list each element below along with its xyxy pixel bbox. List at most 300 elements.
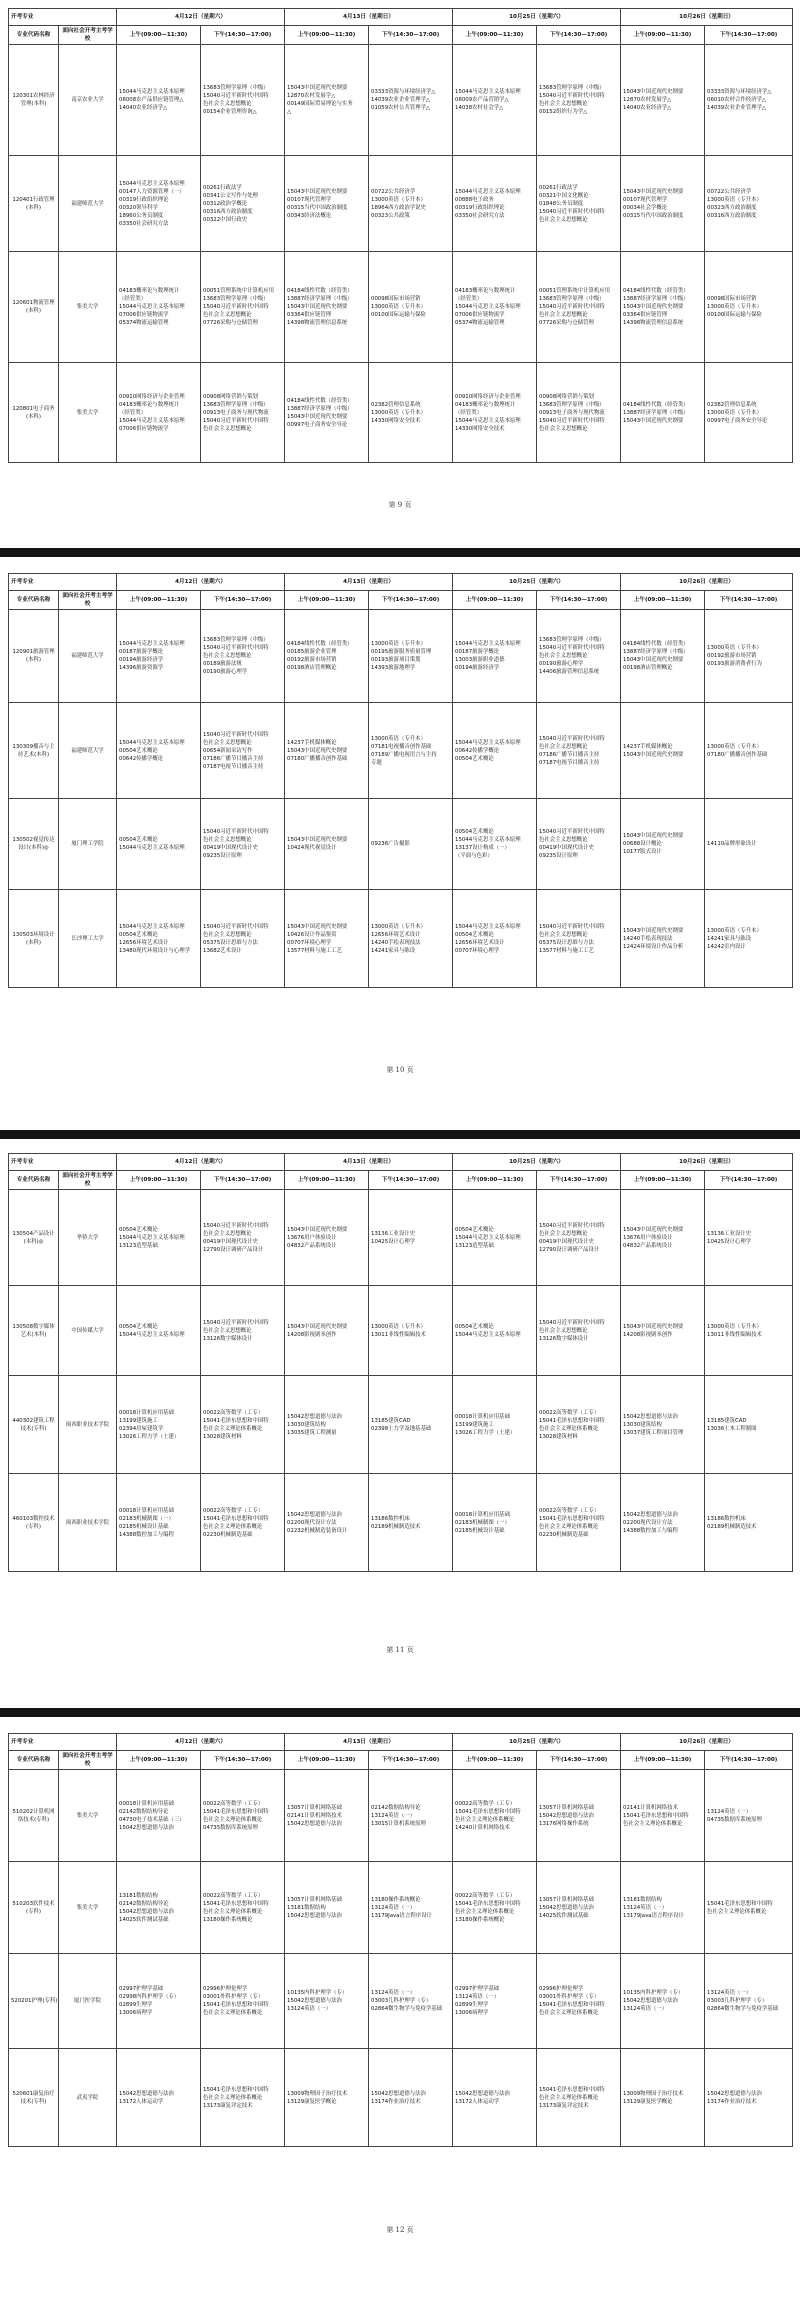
text-line: 13000英语（专升本）	[707, 304, 762, 310]
text-line: 04735数据库系统原理	[707, 1816, 762, 1823]
host-school	[59, 363, 117, 463]
text-line: 13000英语（专升本）	[371, 641, 426, 647]
major-row	[9, 252, 793, 363]
text-line: 13057计算机网络基础	[539, 1896, 594, 1903]
text-line: 00323公共政策	[371, 212, 410, 219]
text-line: 07180广播播音创作基础	[287, 755, 348, 762]
exam-courses-cell	[369, 799, 453, 890]
text-line: (本科)	[26, 308, 41, 314]
header-am-session: 上午(09:00—11:30)	[453, 591, 537, 610]
header-date: 4月13日（星期日）	[285, 1154, 453, 1171]
exam-courses-cell	[621, 45, 705, 156]
text-line: 00187旅游学概论	[119, 649, 164, 655]
text-line: 10135内科护理学（专）	[287, 1990, 348, 1996]
exam-courses-cell	[453, 45, 537, 156]
text-line: 00913电子商务与现代物流	[539, 409, 605, 416]
text-line: 00910网络经济与企业管理	[455, 393, 521, 400]
text-line: 02899生理学	[119, 2002, 153, 2008]
text-line: 14330网络安全技术	[455, 425, 505, 432]
header-date: 4月12日（星期六）	[117, 574, 285, 591]
exam-courses-cell	[705, 890, 793, 988]
text-line: 15044马克思主义基本原理	[119, 89, 185, 95]
text-line: 520601康复治疗	[12, 2090, 55, 2097]
exam-courses-cell	[201, 1954, 285, 2049]
header-date: 4月12日（星期六）	[117, 1154, 285, 1171]
text-line: 00315当代中国政治制度	[287, 204, 348, 211]
major-code-name	[9, 890, 59, 988]
text-line: 13887经济学原理（中级）	[623, 409, 689, 416]
text-line: 14039农业企业管理学△	[707, 105, 767, 111]
exam-courses-cell	[705, 45, 793, 156]
text-line: 13028建筑材料	[539, 1433, 578, 1440]
text-line: 14393旅游地理学	[371, 665, 416, 671]
text-line: 15042思想道德与法治	[539, 1904, 594, 1911]
header-date: 4月12日（星期六）	[117, 9, 285, 26]
text-line: 01059农村公共管理学△	[371, 105, 431, 111]
major-row	[9, 1954, 793, 2049]
text-line: 15043中国近现代史纲要	[287, 304, 348, 310]
text-line: 色社会主义思想概论	[203, 739, 252, 746]
exam-courses-cell	[537, 890, 621, 988]
text-line: 02141计算机网络技术	[623, 1804, 678, 1811]
text-line: 00642传播学概论	[455, 747, 500, 754]
host-school	[59, 1770, 117, 1862]
text-line: 13000英语（专升本）	[371, 735, 426, 742]
text-line: 15044马克思主义基本原理	[119, 180, 185, 187]
text-line: 14208影视剧本创作	[623, 1331, 673, 1338]
text-line: 07187电视节目播音主持	[539, 759, 600, 766]
text-line: 02864微生物学与免疫学基础	[707, 2006, 779, 2012]
exam-courses-cell	[621, 1954, 705, 2049]
exam-courses-cell	[285, 2049, 369, 2147]
text-line: 04184线性代数（经管类）	[287, 397, 353, 404]
header-date: 10月26日（星期日）	[621, 1734, 793, 1751]
host-school	[59, 890, 117, 988]
exam-courses-cell	[537, 703, 621, 799]
exam-courses-cell	[201, 156, 285, 252]
exam-courses-cell	[705, 1862, 793, 1954]
text-line: 15044马克思主义基本原理	[119, 304, 185, 310]
text-line: 02398土力学及地基基础	[371, 1425, 432, 1432]
header-date: 4月13日（星期日）	[285, 1734, 453, 1751]
header-pm-session: 下午(14:30—17:00)	[705, 1751, 793, 1770]
text-line: 12790设计调研产品设计	[539, 1246, 600, 1253]
text-line: 13124英语（一）	[455, 1994, 500, 2000]
host-school	[59, 799, 117, 890]
exam-courses-cell	[369, 363, 453, 463]
host-school	[59, 610, 117, 703]
text-line: 15043中国近现代史纲要	[287, 837, 348, 843]
text-line: 15044马克思主义基本原理	[119, 1234, 185, 1241]
text-line: 02997护理学基础	[119, 1986, 164, 1992]
text-line: 色社会主义思想概论	[203, 1327, 252, 1334]
text-line: 10425设计心理学	[371, 1238, 416, 1245]
text-line: 15041毛泽东思想和中国特	[203, 1515, 269, 1522]
exam-courses-cell	[201, 1376, 285, 1474]
text-line: 00018计算机应用基础	[119, 1800, 174, 1807]
text-line: 04832产品系统设计	[623, 1242, 673, 1249]
text-line: 12790设计调研产品设计	[203, 1246, 264, 1253]
text-line: 03364供应链管理	[623, 312, 668, 318]
text-line: 14208影视剧本创作	[287, 1331, 337, 1338]
text-line: 12424环境设计作品分析	[623, 943, 684, 950]
major-code-name	[9, 1286, 59, 1376]
text-line: 15040习近平新时代中国特	[539, 1222, 605, 1229]
text-line: 13172人体运动学	[119, 2098, 164, 2105]
page-separator	[0, 1708, 800, 1717]
text-line: 13006病理学	[455, 2010, 489, 2016]
text-line: 02232机械制造装备设计	[287, 1527, 348, 1534]
text-line: 色社会主义理论体系概论	[455, 1816, 515, 1823]
text-line: 15040习近平新时代中国特	[539, 735, 605, 742]
exam-courses-cell	[201, 1862, 285, 1954]
exam-courses-cell	[621, 1376, 705, 1474]
text-line: 14406旅游管理信息系统	[539, 669, 600, 675]
text-line: 武夷学院	[76, 2094, 99, 2101]
text-line: 13000英语（专升本）	[371, 304, 426, 310]
exam-courses-cell	[453, 252, 537, 363]
text-line: 00192旅游市场营销	[707, 653, 757, 659]
header-row-dates	[9, 1154, 793, 1171]
text-line: 13000英语（专升本）	[371, 196, 426, 203]
text-line: 15042思想道德与法治	[707, 2090, 762, 2097]
text-line: 120401行政管理	[12, 196, 55, 203]
text-line: 13683管理学原理（中级）	[539, 401, 605, 408]
text-line: 15043中国近现代史纲要	[287, 923, 348, 930]
text-line: 专题	[371, 759, 382, 766]
major-row	[9, 1862, 793, 1954]
exam-courses-cell	[285, 156, 369, 252]
text-line: 13028建筑材料	[203, 1433, 242, 1440]
exam-courses-cell	[369, 45, 453, 156]
text-line: (本科)	[26, 413, 41, 420]
text-line: 00100国际运输与保险	[371, 312, 426, 318]
text-line: 15040习近平新时代中国特	[203, 923, 269, 930]
exam-courses-cell	[117, 1190, 201, 1286]
text-line: 集美大学	[76, 304, 99, 310]
text-line: 13186数控机床	[371, 1515, 410, 1522]
text-line: 04184线性代数（经管类）	[287, 641, 353, 647]
exam-courses-cell	[117, 1862, 201, 1954]
text-line: 00107现代管理学	[287, 196, 332, 203]
text-line: 15041毛泽东思想和中国特	[455, 1900, 521, 1907]
schedule-page	[0, 565, 800, 1110]
header-pm-session: 下午(14:30—17:00)	[201, 591, 285, 610]
exam-courses-cell	[537, 610, 621, 703]
text-line: 13185建筑CAD	[707, 1417, 747, 1424]
text-line: 13057计算机网络基础	[287, 1804, 342, 1811]
text-line: 15042思想道德与法治	[539, 1812, 594, 1819]
exam-courses-cell	[369, 610, 453, 703]
exam-courses-cell	[117, 1376, 201, 1474]
text-line: (本科)	[26, 657, 41, 663]
text-line: 00193旅游消费者行为	[707, 661, 762, 667]
exam-courses-cell	[621, 610, 705, 703]
exam-courses-cell	[201, 1770, 285, 1862]
text-line: （经管类）	[455, 296, 482, 302]
text-line: 02230机械制造基础	[203, 1531, 253, 1538]
text-line: 福建师范大学	[71, 747, 104, 754]
text-line: 色社会主义思想概论	[203, 1230, 252, 1237]
exam-courses-cell	[453, 703, 537, 799]
header-pm-session: 下午(14:30—17:00)	[705, 591, 793, 610]
text-line: 00198酒店管理概论	[623, 665, 673, 671]
text-line: 00504艺术概论	[455, 931, 494, 938]
text-line: 130508数字媒体	[12, 1323, 55, 1330]
text-line: 00504艺术概论	[455, 1323, 494, 1330]
text-line: 00185旅游企业管理	[287, 649, 337, 655]
text-line: 15040习近平新时代中国特	[539, 1319, 605, 1326]
text-line: 15042思想道德与法治	[119, 2090, 174, 2097]
text-line: 00051管理系统中计算机应用	[539, 288, 611, 294]
text-line: 02382管理信息系统	[371, 401, 421, 408]
text-line: 13199建筑施工	[455, 1421, 494, 1428]
exam-courses-cell	[537, 252, 621, 363]
text-line: 集美大学	[76, 1904, 99, 1911]
text-line: 00312政治学概论	[203, 200, 248, 207]
host-school	[59, 2049, 117, 2147]
text-line: 14025软件测试基础	[539, 1912, 589, 1919]
page-separator	[0, 548, 800, 557]
text-line: 00022高等数学（工专）	[203, 1892, 264, 1899]
text-line: 02996护理伦理学	[203, 1986, 248, 1992]
text-line: 00018计算机应用基础	[455, 1511, 510, 1518]
text-line: 00322中国行政史	[203, 216, 248, 223]
header-row-dates	[9, 9, 793, 26]
exam-courses-cell	[453, 1770, 537, 1862]
page-number: 第 11 页	[386, 1646, 414, 1654]
exam-courses-cell	[537, 1474, 621, 1572]
text-line: 色社会主义理论体系概论	[539, 2010, 599, 2016]
text-line: 13683管理学原理（中级）	[203, 296, 269, 302]
exam-courses-cell	[285, 1862, 369, 1954]
major-code-name	[9, 1474, 59, 1572]
header-pm-session: 下午(14:30—17:00)	[201, 26, 285, 45]
text-line: 13124英语（一）	[371, 1990, 416, 1996]
text-line: 00419中国现代设计史	[203, 845, 258, 851]
text-line: 15041毛泽东思想和中国特	[203, 1900, 269, 1907]
text-line: 15042思想道德与法治	[119, 1824, 174, 1831]
header-school: 面向社会开考主考学校	[59, 1171, 117, 1190]
text-line: 13180操作系统概论	[203, 1916, 253, 1923]
text-line: 色社会主义思想概论	[539, 1327, 588, 1334]
exam-courses-cell	[117, 1770, 201, 1862]
host-school	[59, 1190, 117, 1286]
text-line: 13181数据结构	[287, 1904, 326, 1911]
header-date: 10月26日（星期日）	[621, 574, 793, 591]
header-pm-session: 下午(14:30—17:00)	[537, 26, 621, 45]
page-number: 第 10 页	[386, 1066, 414, 1074]
major-row	[9, 1190, 793, 1286]
text-line: 00187旅游学概论	[455, 649, 500, 655]
header-pm-session: 下午(14:30—17:00)	[705, 26, 793, 45]
exam-courses-cell	[705, 2049, 793, 2147]
text-line: 06008农产品供应链管理△	[119, 97, 184, 103]
text-line: 00018计算机应用基础	[119, 1409, 174, 1416]
text-line: 130503环境设计	[12, 931, 55, 938]
text-line: 14330网络安全技术	[371, 417, 421, 424]
text-line: 15042思想道德与法治	[287, 1413, 342, 1420]
text-line: 03001外科护理学（专）	[203, 1994, 264, 2000]
exam-courses-cell	[285, 1286, 369, 1376]
host-school	[59, 156, 117, 252]
text-line: 00192旅游市场营销	[287, 657, 337, 663]
exam-courses-cell	[537, 2049, 621, 2147]
exam-courses-cell	[369, 703, 453, 799]
text-line: 色社会主义思想概论	[539, 743, 588, 750]
header-row-sessions	[9, 591, 793, 610]
host-school	[59, 1954, 117, 2049]
exam-courses-cell	[201, 703, 285, 799]
header-am-session: 上午(09:00—11:30)	[117, 1171, 201, 1190]
exam-courses-cell	[453, 1190, 537, 1286]
major-code-name	[9, 252, 59, 363]
text-line: 00504艺术概论	[119, 1323, 158, 1330]
exam-courses-cell	[201, 1190, 285, 1286]
host-school	[59, 45, 117, 156]
header-date: 10月25日（星期六）	[453, 574, 621, 591]
text-line: 色社会主义思想概论	[203, 312, 252, 318]
text-line: 13887经济学原理（中级）	[623, 296, 689, 302]
text-line: 14237手机媒体概论	[287, 739, 337, 746]
text-line: 13173康复评定技术	[539, 2102, 589, 2109]
text-line: 13000英语（专升本）	[371, 1323, 426, 1330]
text-line: 09235设计原理	[203, 853, 242, 859]
exam-courses-cell	[705, 703, 793, 799]
text-line: 13124英语（一）	[287, 2006, 332, 2012]
text-line: 13003旅游职业道德	[455, 657, 505, 663]
text-line: 设计(本科)◎	[18, 845, 49, 851]
exam-courses-cell	[285, 1954, 369, 2049]
text-line: 03350社会研究方法	[455, 212, 505, 219]
page-number: 第 12 页	[386, 2226, 414, 2234]
text-line: 集美大学	[76, 409, 99, 416]
text-line: 色社会主义理论体系概论	[707, 1908, 767, 1915]
header-am-session: 上午(09:00—11:30)	[285, 591, 369, 610]
text-line: (专科)	[26, 1523, 41, 1530]
text-line: 15042思想道德与法治	[371, 2090, 426, 2097]
exam-courses-cell	[537, 1190, 621, 1286]
text-line: 10424现代视觉设计	[287, 845, 337, 851]
exam-courses-cell	[453, 1862, 537, 1954]
text-line: 14398物流管理信息系统	[623, 320, 684, 326]
exam-courses-cell	[285, 703, 369, 799]
text-line: 13181数据结构	[119, 1892, 158, 1899]
text-line: 12656环境艺术设计	[371, 931, 421, 938]
text-line: 07181电视播音创作基础	[371, 743, 432, 750]
text-line: 技术(专科)	[20, 2098, 47, 2105]
text-line: 15042思想道德与法治	[623, 1511, 678, 1518]
header-pm-session: 下午(14:30—17:00)	[201, 1171, 285, 1190]
exam-courses-cell	[369, 252, 453, 363]
exam-courses-cell	[453, 363, 537, 463]
exam-courses-cell	[285, 610, 369, 703]
exam-courses-cell	[453, 890, 537, 988]
text-line: 07180广播播音创作基础	[707, 751, 768, 758]
major-code-name	[9, 1862, 59, 1954]
header-row-sessions	[9, 26, 793, 45]
text-line: 15043中国近现代史纲要	[623, 833, 684, 839]
exam-courses-cell	[117, 1286, 201, 1376]
text-line: 00504艺术概论	[455, 829, 494, 835]
text-line: 00341公文写作与处理	[203, 192, 258, 199]
header-date: 10月25日（星期六）	[453, 1154, 621, 1171]
exam-courses-cell	[537, 156, 621, 252]
text-line: 15040习近平新时代中国特	[203, 1222, 269, 1229]
text-line: 02142数据结构导论	[119, 1808, 169, 1815]
text-line: 13887经济学原理（中级）	[287, 405, 353, 412]
exam-courses-cell	[285, 363, 369, 463]
text-line: 色社会主义理论体系概论	[203, 1425, 263, 1432]
text-line: 13137设计构成（一）	[455, 845, 510, 851]
header-am-session: 上午(09:00—11:30)	[117, 1751, 201, 1770]
text-line: 00504艺术概论	[455, 1226, 494, 1233]
text-line: 13136工业设计史	[707, 1230, 752, 1237]
exam-courses-cell	[621, 1190, 705, 1286]
text-line: 13682艺术设计	[203, 947, 242, 954]
exam-courses-cell	[705, 1770, 793, 1862]
exam-courses-cell	[285, 45, 369, 156]
text-line: 04184线性代数（经管类）	[623, 401, 689, 408]
text-line: 13480现代环境设计与心理学	[119, 947, 191, 954]
text-line: 10177版式设计	[623, 849, 662, 855]
text-line: 13026工程力学（土建）	[119, 1433, 180, 1440]
text-line: 13123造型基础	[455, 1242, 494, 1249]
exam-courses-cell	[705, 1376, 793, 1474]
text-line: 13186数控机床	[707, 1515, 746, 1522]
exam-courses-cell	[453, 799, 537, 890]
text-line: 120801电子商务	[12, 405, 55, 412]
text-line: 09235设计原理	[539, 853, 578, 859]
exam-courses-cell	[453, 1286, 537, 1376]
text-line: 12870农村发展学△	[623, 97, 672, 103]
text-line: 04184线性代数（经管类）	[623, 288, 689, 294]
text-line: 14040农业经济学△	[623, 105, 672, 111]
exam-courses-cell	[285, 799, 369, 890]
text-line: 00319行政组织理论	[455, 204, 505, 211]
major-row	[9, 1474, 793, 1572]
text-line: 15043中国近现代史纲要	[287, 1323, 348, 1330]
text-line: 02183机械制图（一）	[455, 1519, 510, 1526]
text-line: 00654新闻采访写作	[203, 747, 253, 754]
text-line: 07726采购与仓储管理	[539, 320, 594, 326]
exam-courses-cell	[117, 2049, 201, 2147]
text-line: 10135内科护理学（专）	[623, 1990, 684, 1996]
text-line: 03333资源与环境经济学△	[707, 89, 772, 95]
text-line: 04832产品系统设计	[287, 1242, 337, 1249]
text-line: 技术(专科)	[20, 1425, 47, 1432]
text-line: 色社会主义思想概论	[203, 101, 252, 107]
text-line: 15043中国近现代史纲要	[623, 927, 684, 934]
text-line: 14040农业经济学△	[119, 105, 168, 111]
text-line: 13009物理因子治疗技术	[287, 2090, 348, 2097]
text-line: 色社会主义思想概论	[539, 312, 588, 318]
header-am-session: 上午(09:00—11:30)	[621, 26, 705, 45]
text-line: 01848公务员制度	[539, 200, 584, 207]
text-line: 15040习近平新时代中国特	[539, 304, 605, 310]
major-code-name	[9, 703, 59, 799]
text-line: （经管类）	[119, 409, 146, 416]
text-line: 00316西方政治制度	[707, 212, 757, 219]
text-line: (专科)	[26, 1908, 41, 1915]
text-line: 15040习近平新时代中国特	[203, 93, 269, 99]
text-line: 色社会主义思想概论	[539, 425, 588, 432]
text-line: 00098国际市场营销	[371, 296, 421, 302]
text-line: 15043中国近现代史纲要	[623, 1323, 684, 1330]
text-line: 05374物流运输管理	[455, 320, 505, 326]
text-line: 460103数控技术	[12, 1515, 55, 1522]
major-row	[9, 2049, 793, 2147]
